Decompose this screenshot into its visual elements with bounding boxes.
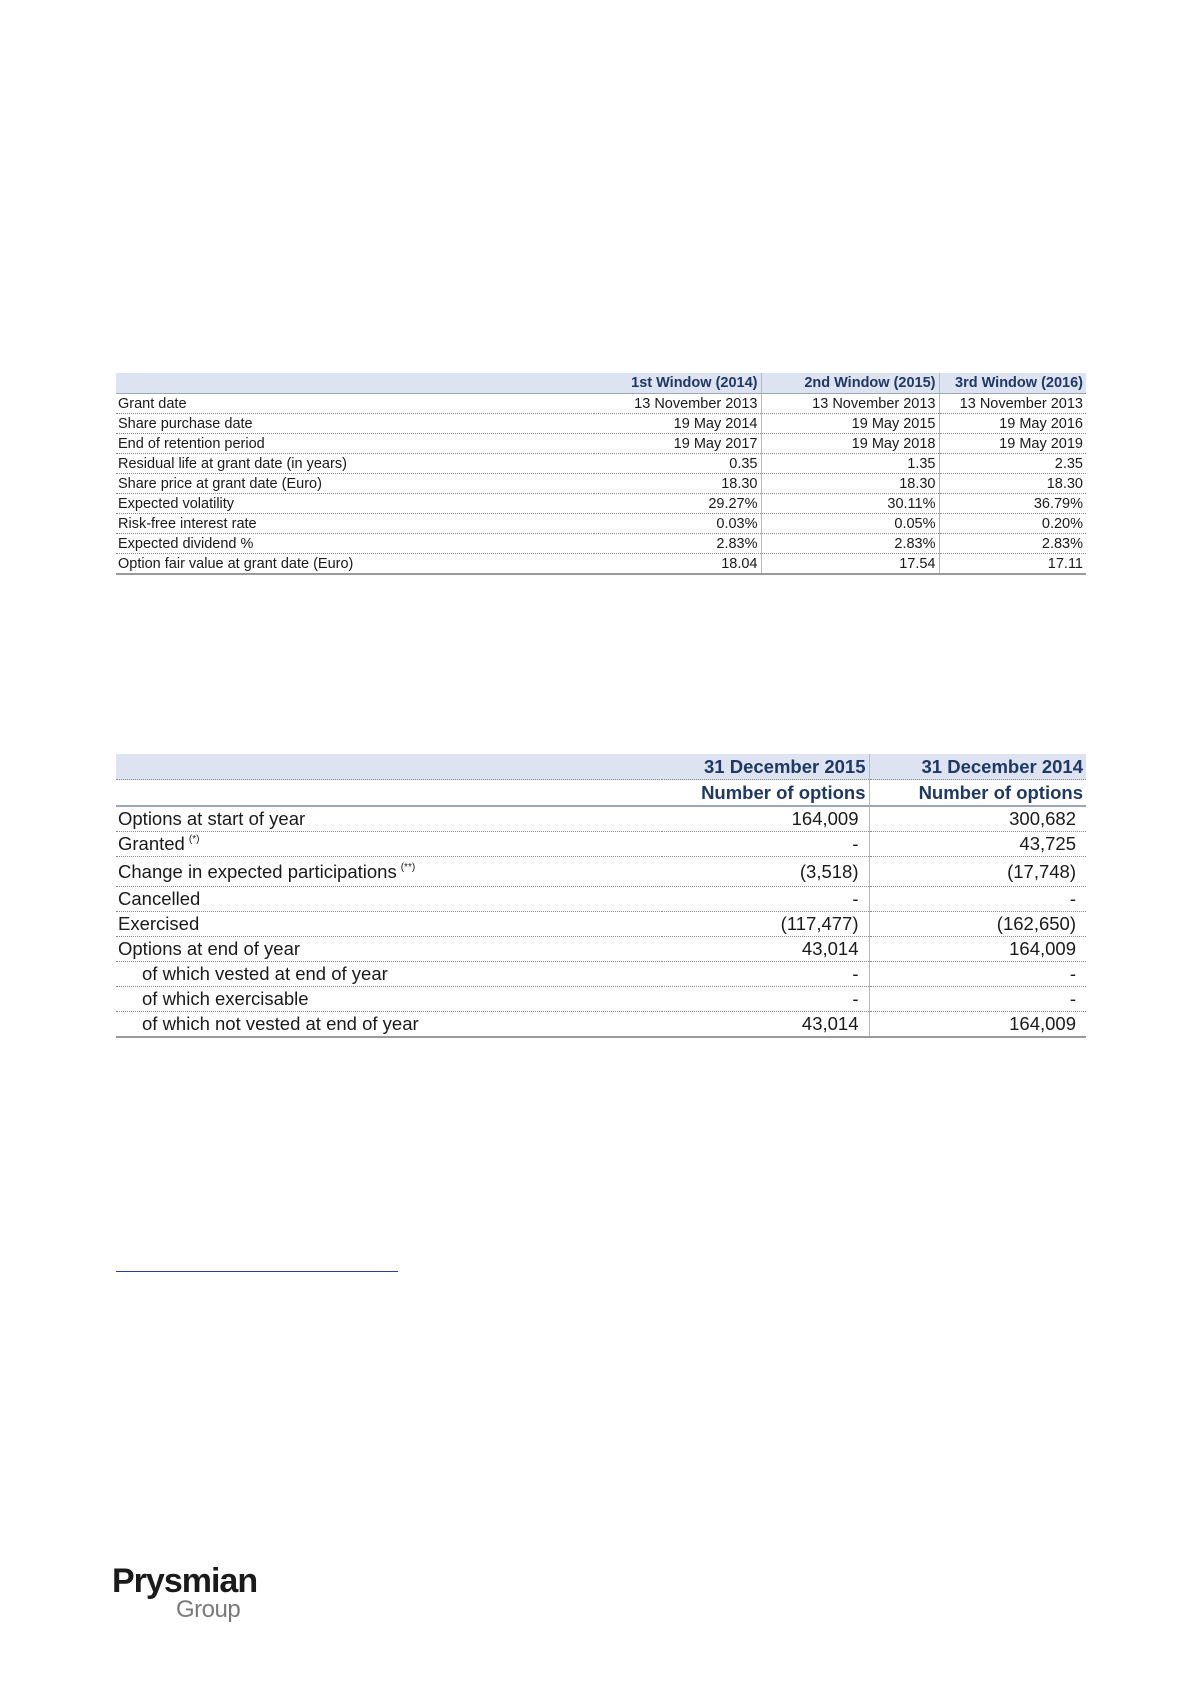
cell-value: 43,014	[662, 937, 869, 962]
cell-value: 1.35	[761, 454, 939, 474]
header-blank	[116, 780, 662, 807]
table-row	[116, 857, 1086, 887]
table-row	[116, 554, 1086, 575]
row-label: Share price at grant date (Euro)	[116, 474, 594, 494]
cell-value: 19 May 2019	[939, 434, 1086, 454]
table-row	[116, 494, 1086, 514]
cell-value: 43,014	[662, 1012, 869, 1038]
cell-value: 29.27%	[594, 494, 761, 514]
cell-value: 0.03%	[594, 514, 761, 534]
row-label: Cancelled	[116, 887, 662, 912]
cell-value: 0.05%	[761, 514, 939, 534]
header-number-of-options-2015: Number of options	[662, 780, 869, 807]
table-row	[116, 987, 1086, 1012]
cell-value: -	[662, 832, 869, 857]
cell-value: 0.20%	[939, 514, 1086, 534]
cell-value: 300,682	[869, 806, 1086, 832]
prysmian-group-logo	[112, 1562, 272, 1632]
table-header-row	[116, 373, 1086, 394]
cell-value: 2.83%	[939, 534, 1086, 554]
cell-value: 2.35	[939, 454, 1086, 474]
table-subheader-row	[116, 780, 1086, 807]
row-label: Granted (*)	[116, 832, 662, 857]
footnote-marker: (*)	[188, 834, 200, 845]
row-label: Options at end of year	[116, 937, 662, 962]
table-row	[116, 887, 1086, 912]
cell-value: 19 May 2015	[761, 414, 939, 434]
table-row	[116, 394, 1086, 414]
cell-value: 17.54	[761, 554, 939, 575]
cell-value: (3,518)	[662, 857, 869, 887]
row-label: Expected dividend %	[116, 534, 594, 554]
cell-value: 2.83%	[594, 534, 761, 554]
cell-value: 2.83%	[761, 534, 939, 554]
cell-value: (117,477)	[662, 912, 869, 937]
header-1st-window: 1st Window (2014)	[594, 373, 761, 394]
cell-value: 13 November 2013	[939, 394, 1086, 414]
row-label: of which not vested at end of year	[116, 1012, 662, 1038]
cell-value: 36.79%	[939, 494, 1086, 514]
table-row	[116, 962, 1086, 987]
cell-value: 19 May 2016	[939, 414, 1086, 434]
table-row	[116, 514, 1086, 534]
table-row	[116, 806, 1086, 832]
cell-value: 13 November 2013	[761, 394, 939, 414]
footnote-marker: (**)	[400, 861, 416, 873]
row-label: Change in expected participations (**)	[116, 857, 662, 887]
row-label: of which exercisable	[116, 987, 662, 1012]
cell-value: -	[662, 887, 869, 912]
options-movement-table	[116, 754, 1086, 1038]
row-label: Share purchase date	[116, 414, 594, 434]
table-row	[116, 474, 1086, 494]
logo-sub: Group	[176, 1596, 241, 1623]
row-label: Option fair value at grant date (Euro)	[116, 554, 594, 575]
row-label: of which vested at end of year	[116, 962, 662, 987]
header-2nd-window: 2nd Window (2015)	[761, 373, 939, 394]
footnote-separator	[116, 1271, 398, 1272]
header-number-of-options-2014: Number of options	[869, 780, 1086, 807]
cell-value: 19 May 2014	[594, 414, 761, 434]
cell-value: 18.30	[594, 474, 761, 494]
logo-brand: Prysmian	[112, 1562, 258, 1600]
table-row	[116, 454, 1086, 474]
table-row	[116, 832, 1086, 857]
cell-value: (162,650)	[869, 912, 1086, 937]
header-blank	[116, 754, 662, 780]
row-label: Risk-free interest rate	[116, 514, 594, 534]
cell-value: 19 May 2017	[594, 434, 761, 454]
table-row	[116, 937, 1086, 962]
header-date-2015: 31 December 2015	[662, 754, 869, 780]
row-label: Options at start of year	[116, 806, 662, 832]
row-label: End of retention period	[116, 434, 594, 454]
cell-value: -	[869, 987, 1086, 1012]
cell-value: -	[869, 962, 1086, 987]
cell-value: 164,009	[869, 937, 1086, 962]
header-date-2014: 31 December 2014	[869, 754, 1086, 780]
cell-value: 18.30	[761, 474, 939, 494]
cell-value: 18.30	[939, 474, 1086, 494]
cell-value: 18.04	[594, 554, 761, 575]
table-row	[116, 534, 1086, 554]
table-header-row	[116, 754, 1086, 780]
header-3rd-window: 3rd Window (2016)	[939, 373, 1086, 394]
row-label: Grant date	[116, 394, 594, 414]
cell-value: 30.11%	[761, 494, 939, 514]
valuation-parameters-table	[116, 373, 1086, 575]
cell-value: 13 November 2013	[594, 394, 761, 414]
cell-value: 164,009	[662, 806, 869, 832]
row-label: Exercised	[116, 912, 662, 937]
cell-value: -	[869, 887, 1086, 912]
cell-value: 43,725	[869, 832, 1086, 857]
header-blank	[116, 373, 594, 394]
cell-value: 164,009	[869, 1012, 1086, 1038]
table-row	[116, 414, 1086, 434]
cell-value: (17,748)	[869, 857, 1086, 887]
cell-value: -	[662, 987, 869, 1012]
table-row	[116, 912, 1086, 937]
cell-value: 17.11	[939, 554, 1086, 575]
cell-value: 19 May 2018	[761, 434, 939, 454]
table-row	[116, 434, 1086, 454]
row-label: Residual life at grant date (in years)	[116, 454, 594, 474]
table-row	[116, 1012, 1086, 1038]
cell-value: -	[662, 962, 869, 987]
cell-value: 0.35	[594, 454, 761, 474]
row-label: Expected volatility	[116, 494, 594, 514]
